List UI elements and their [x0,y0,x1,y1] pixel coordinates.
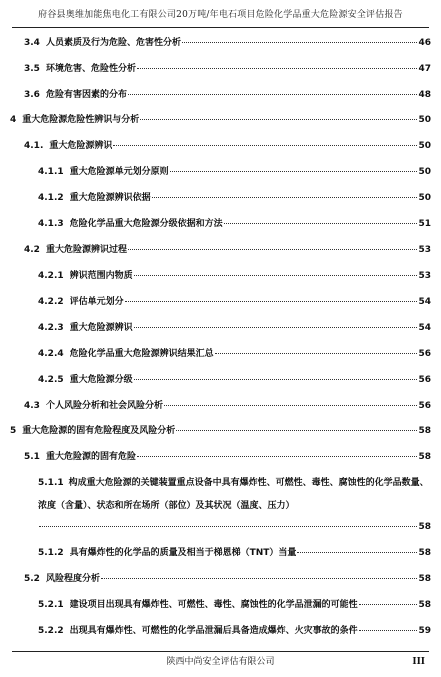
toc-page: 58 [418,548,431,558]
dot-leader [152,197,418,198]
toc-page: 53 [418,245,431,255]
toc-page: 50 [418,193,431,203]
toc-entry-3-4[interactable] [24,36,431,50]
toc-number: 3.6 [24,90,40,100]
dot-leader [359,604,418,605]
toc-number: 4.2.4 [38,349,64,359]
dot-leader [101,578,418,579]
dot-leader [140,119,417,120]
toc-number: 5.2 [24,574,40,584]
toc-title: 构成重大危险源的关键装置重点设备中具有爆炸性、可燃性、毒性、腐蚀性的化学品数量、浓度（含量）、状态和所在场所（部位）及其状况（温度、压力） [38,478,429,511]
toc-entry-4-2[interactable] [24,243,431,257]
toc-number: 4.2.5 [38,375,64,385]
toc-page: 58 [418,426,431,436]
toc-title: 重大危险源的固有危险 [45,452,136,462]
toc-entry-4-1[interactable] [24,139,431,153]
toc-number: 4.2.2 [38,297,64,307]
header-title: 府谷县奥维加能焦电化工有限公司20万吨/年电石项目危险化学品重大危险源安全评估报告 [38,10,403,20]
dot-leader [134,379,418,380]
toc-entry-4-1-3[interactable] [38,217,431,231]
toc-number: 4.3 [24,401,40,411]
toc-number: 5.1.2 [38,548,64,558]
dot-leader [113,145,417,146]
toc-title: 建设项目出现具有爆炸性、可燃性、毒性、腐蚀性的化学品泄漏的可能性 [69,600,358,610]
toc-title: 出现具有爆炸性、可燃性的化学品泄漏后具备造成爆炸、火灾事故的条件 [69,626,358,636]
toc-page: 56 [418,349,431,359]
page-footer [12,651,429,674]
toc-entry-5-2[interactable] [24,572,431,586]
toc-entry-3-6[interactable] [24,88,431,102]
toc-entry-4-1-1[interactable] [38,165,431,179]
dot-leader [182,42,418,43]
toc-number: 4 [10,115,17,125]
toc-page: 48 [418,90,431,100]
dot-leader [215,353,418,354]
toc-number: 4.1.3 [38,219,64,229]
toc-entry-4-3[interactable] [24,399,431,413]
toc-page: 46 [418,38,431,48]
toc-entry-4-1-2[interactable] [38,191,431,205]
toc-entry-5[interactable] [10,424,431,438]
dot-leader [359,630,418,631]
toc-number: 3.4 [24,38,40,48]
dot-leader [125,301,418,302]
toc-page: 59 [418,626,431,636]
toc-page: 50 [418,141,431,151]
toc-page: 53 [418,271,431,281]
toc-entry-5-2-2[interactable] [38,624,431,638]
toc-title: 重大危险源的固有危险程度及风险分析 [22,426,176,436]
footer-organization: 陕西中尚安全评估有限公司 [166,657,275,667]
dot-leader [170,171,418,172]
toc-title: 危险化学品重大危险源分级依据和方法 [69,219,223,229]
toc-page: 58 [418,600,431,610]
toc-number: 5.2.2 [38,626,64,636]
dot-leader [134,327,418,328]
toc-title: 个人风险分析和社会风险分析 [45,401,163,411]
footer-page-number: III [412,657,425,667]
dot-leader [134,275,418,276]
toc-number: 5.1.1 [38,478,64,488]
toc-page: 56 [418,375,431,385]
dot-leader [39,526,417,527]
dot-leader [128,249,418,250]
toc-number: 4.2 [24,245,40,255]
toc-number: 5.1 [24,452,40,462]
toc-number: 4.1.1 [38,167,64,177]
toc-entry-4-2-5[interactable] [38,373,431,387]
toc-page: 54 [418,323,431,333]
toc-entry-5-2-1[interactable] [38,598,431,612]
toc-entry-4-2-3[interactable] [38,321,431,335]
toc-title: 评估单元划分 [69,297,124,307]
toc-entry-4-2-1[interactable] [38,269,431,283]
toc-entry-3-5[interactable] [24,62,431,76]
dot-leader [164,405,418,406]
toc-page: 58 [418,452,431,462]
toc-entry-4-2-4[interactable] [38,347,431,361]
toc-title: 重大危险源危险性辨识与分析 [22,115,140,125]
toc-title: 具有爆炸性的化学品的质量及相当于梯恩梯（TNT）当量 [69,548,297,558]
toc-title: 辨识范围内物质 [69,271,133,281]
toc-title: 环境危害、危险性分析 [45,64,136,74]
toc-title: 风险程度分析 [45,574,100,584]
toc-number: 4.2.3 [38,323,64,333]
toc-title: 危险化学品重大危险源辨识结果汇总 [69,349,214,359]
toc-title: 重大危险源辨识 [49,141,113,151]
toc-page: 50 [418,115,431,125]
toc-entry-5-1-2[interactable] [38,546,431,560]
dot-leader [297,552,417,553]
toc-title: 重大危险源单元划分原则 [69,167,169,177]
toc-title: 重大危险源辨识依据 [69,193,151,203]
toc-title: 危险有害因素的分布 [45,90,127,100]
toc-title: 重大危险源分级 [69,375,133,385]
toc-number: 4.2.1 [38,271,64,281]
toc-page: 56 [418,401,431,411]
toc-page: 50 [418,167,431,177]
toc-entry-4-2-2[interactable] [38,295,431,309]
toc-number: 3.5 [24,64,40,74]
toc-entry-4[interactable] [10,113,431,127]
dot-leader [224,223,418,224]
toc-page: 58 [418,574,431,584]
toc-page: 58 [418,522,431,532]
toc-number: 5.2.1 [38,600,64,610]
dot-leader [137,456,418,457]
toc-title: 重大危险源辨识 [69,323,133,333]
toc-title: 重大危险源辨识过程 [45,245,127,255]
dot-leader [128,94,418,95]
toc-page: 47 [418,64,431,74]
toc-entry-5-1-1[interactable] [38,472,431,536]
dot-leader [137,68,418,69]
toc-title: 人员素质及行为危险、危害性分析 [45,38,181,48]
toc-number: 5 [10,426,17,436]
toc-entry-5-1[interactable] [24,450,431,464]
toc-number: 4.1. [24,141,44,151]
toc-page: 54 [418,297,431,307]
page-header [12,3,429,28]
toc-page: 51 [418,219,431,229]
toc-number: 4.1.2 [38,193,64,203]
dot-leader [176,430,417,431]
